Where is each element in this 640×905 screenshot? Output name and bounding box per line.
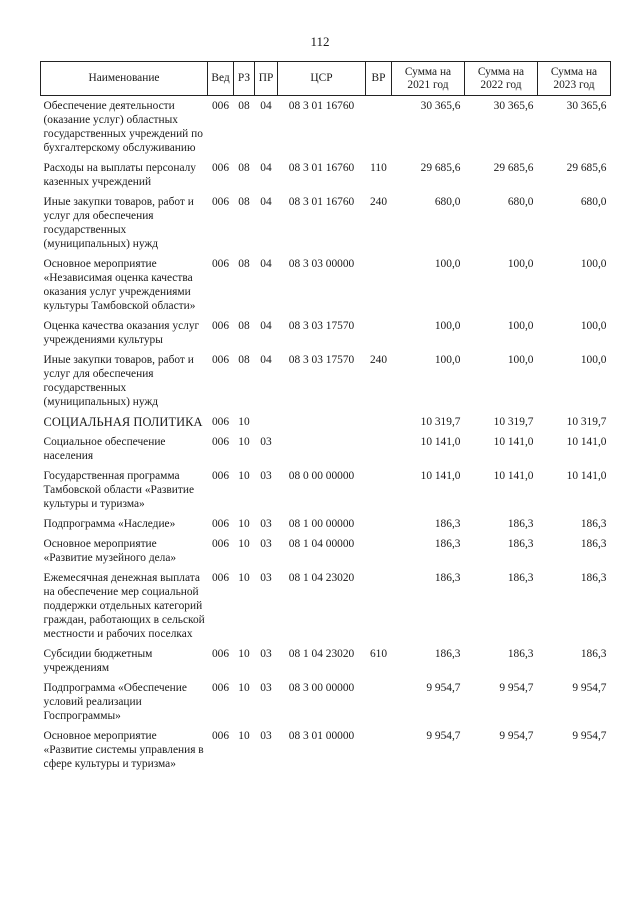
header-sum-2022-line2: 2022 год	[480, 78, 522, 91]
row-sum-2021: 100,0	[434, 320, 461, 332]
header-sum-2021-line2: 2021 год	[407, 78, 449, 91]
row-vr	[366, 254, 392, 316]
row-pr: 03	[260, 730, 272, 742]
header-sum-2021-line1: Сумма на	[404, 65, 452, 78]
budget-table	[40, 61, 611, 774]
row-csr: 08 1 04 23020	[288, 572, 355, 584]
row-csr: 08 1 04 23020	[288, 648, 355, 660]
row-csr: 08 3 01 16760	[288, 100, 355, 112]
row-vr	[366, 568, 392, 644]
row-pr: 03	[260, 518, 272, 530]
row-sum-2023: 100,0	[580, 354, 607, 366]
header-rz: РЗ	[234, 62, 255, 96]
row-sum-2023: 186,3	[580, 648, 607, 660]
row-name: СОЦИАЛЬНАЯ ПОЛИТИКА	[43, 415, 203, 429]
row-ved: 006	[211, 538, 230, 550]
row-name: Расходы на выплаты персоналу казенных учреждений	[43, 162, 196, 188]
row-name: Субсидии бюджетным учреждениям	[43, 648, 153, 674]
row-sum-2022: 30 365,6	[493, 100, 534, 112]
header-sum-2021	[392, 62, 465, 96]
row-rz: 10	[238, 682, 250, 694]
row-ved: 006	[211, 320, 230, 332]
row-pr	[255, 412, 278, 432]
row-csr: 08 3 03 00000	[288, 258, 355, 270]
row-sum-2023: 186,3	[580, 538, 607, 550]
row-ved: 006	[211, 162, 230, 174]
row-pr: 03	[260, 682, 272, 694]
row-ved: 006	[211, 416, 230, 428]
row-pr: 04	[260, 258, 272, 270]
row-ved: 006	[211, 518, 230, 530]
table-row	[41, 412, 611, 432]
table-row	[41, 316, 611, 350]
table-row	[41, 514, 611, 534]
row-sum-2022: 29 685,6	[493, 162, 534, 174]
row-sum-2021: 30 365,6	[420, 100, 461, 112]
row-sum-2022: 186,3	[507, 572, 534, 584]
row-ved: 006	[211, 258, 230, 270]
row-sum-2021: 100,0	[434, 354, 461, 366]
table-row	[41, 192, 611, 254]
row-name: Иные закупки товаров, работ и услуг для обеспечения государственных (муниципальных) нужд	[43, 196, 194, 250]
row-pr: 04	[260, 162, 272, 174]
row-csr: 08 3 01 16760	[288, 196, 355, 208]
row-rz: 10	[238, 518, 250, 530]
row-pr: 03	[260, 436, 272, 448]
row-sum-2022: 10 141,0	[493, 436, 534, 448]
row-vr	[366, 412, 392, 432]
row-sum-2022: 186,3	[507, 518, 534, 530]
row-sum-2022: 186,3	[507, 648, 534, 660]
row-pr: 03	[260, 538, 272, 550]
row-csr: 08 1 00 00000	[288, 518, 355, 530]
row-sum-2022: 680,0	[507, 196, 534, 208]
row-csr: 08 3 03 17570	[288, 320, 355, 332]
row-name: Ежемесячная денежная выплата на обеспечение мер социальной поддержки отдельных категорий граждан, работающих в сельской местности и рабочих поселках	[43, 572, 205, 640]
table-row	[41, 254, 611, 316]
row-sum-2021: 100,0	[434, 258, 461, 270]
header-name: Наименование	[41, 62, 208, 96]
row-rz: 08	[238, 162, 250, 174]
row-sum-2022: 100,0	[507, 320, 534, 332]
row-name: Оценка качества оказания услуг учреждениями культуры	[43, 320, 200, 346]
row-pr: 03	[260, 572, 272, 584]
table-row	[41, 96, 611, 159]
row-sum-2023: 29 685,6	[566, 162, 607, 174]
header-sum-2022	[465, 62, 538, 96]
row-rz: 08	[238, 196, 250, 208]
row-name: Основное мероприятие «Развитие системы управления в сфере культуры и туризма»	[43, 730, 204, 770]
table-row	[41, 534, 611, 568]
row-ved: 006	[211, 470, 230, 482]
row-rz: 10	[238, 538, 250, 550]
row-pr: 03	[260, 648, 272, 660]
row-csr: 08 3 00 00000	[288, 682, 355, 694]
table-row	[41, 726, 611, 774]
row-csr	[278, 432, 366, 466]
row-ved: 006	[211, 572, 230, 584]
row-pr: 04	[260, 320, 272, 332]
row-vr: 610	[369, 648, 388, 660]
row-sum-2021: 10 141,0	[420, 436, 461, 448]
row-ved: 006	[211, 100, 230, 112]
row-sum-2021: 10 319,7	[420, 416, 461, 428]
row-rz: 08	[238, 354, 250, 366]
row-rz: 10	[238, 648, 250, 660]
table-row	[41, 678, 611, 726]
row-csr: 08 3 01 00000	[288, 730, 355, 742]
row-rz: 08	[238, 258, 250, 270]
row-sum-2021: 9 954,7	[426, 682, 461, 694]
header-sum-2022-line1: Сумма на	[477, 65, 525, 78]
header-csr: ЦСР	[278, 62, 366, 96]
row-sum-2021: 10 141,0	[420, 470, 461, 482]
row-sum-2021: 186,3	[434, 572, 461, 584]
row-vr	[366, 678, 392, 726]
row-name: Основное мероприятие «Развитие музейного дела»	[43, 538, 177, 564]
row-sum-2022: 10 141,0	[493, 470, 534, 482]
row-vr	[366, 726, 392, 774]
table-header	[41, 62, 611, 96]
row-sum-2021: 680,0	[434, 196, 461, 208]
row-rz: 10	[238, 572, 250, 584]
row-sum-2022: 9 954,7	[499, 730, 534, 742]
row-rz: 10	[238, 730, 250, 742]
row-csr: 08 3 03 17570	[288, 354, 355, 366]
row-sum-2021: 186,3	[434, 648, 461, 660]
row-sum-2022: 186,3	[507, 538, 534, 550]
row-rz: 10	[238, 436, 250, 448]
row-vr: 240	[369, 354, 388, 366]
row-vr: 240	[369, 196, 388, 208]
row-sum-2022: 10 319,7	[493, 416, 534, 428]
row-name: Иные закупки товаров, работ и услуг для обеспечения государственных (муниципальных) нужд	[43, 354, 194, 408]
row-ved: 006	[211, 730, 230, 742]
row-ved: 006	[211, 354, 230, 366]
table-body	[41, 96, 611, 775]
row-vr	[366, 534, 392, 568]
row-rz: 10	[238, 416, 250, 428]
row-pr: 03	[260, 470, 272, 482]
table-row	[41, 432, 611, 466]
row-vr	[366, 466, 392, 514]
row-sum-2023: 100,0	[580, 320, 607, 332]
row-pr: 04	[260, 196, 272, 208]
row-name: Основное мероприятие «Независимая оценка качества оказания услуг учреждениями культуры Тамбовской области»	[43, 258, 196, 312]
page-number: 112	[310, 34, 330, 49]
row-sum-2022: 100,0	[507, 354, 534, 366]
row-sum-2023: 100,0	[580, 258, 607, 270]
row-sum-2021: 186,3	[434, 518, 461, 530]
row-rz: 08	[238, 320, 250, 332]
row-sum-2023: 30 365,6	[566, 100, 607, 112]
row-sum-2023: 186,3	[580, 518, 607, 530]
row-vr	[366, 514, 392, 534]
header-sum-2023-line1: Сумма на	[550, 65, 598, 78]
row-sum-2021: 9 954,7	[426, 730, 461, 742]
row-ved: 006	[211, 436, 230, 448]
row-csr: 08 0 00 00000	[288, 470, 355, 482]
row-csr: 08 1 04 00000	[288, 538, 355, 550]
row-csr: 08 3 01 16760	[288, 162, 355, 174]
table-row	[41, 568, 611, 644]
row-sum-2023: 10 319,7	[566, 416, 607, 428]
row-sum-2021: 186,3	[434, 538, 461, 550]
row-name: Государственная программа Тамбовской области «Развитие культуры и туризма»	[43, 470, 195, 510]
table-row	[41, 466, 611, 514]
row-sum-2023: 680,0	[580, 196, 607, 208]
row-csr	[278, 412, 366, 432]
row-name: Подпрограмма «Обеспечение условий реализации Госпрограммы»	[43, 682, 187, 722]
header-ved: Вед	[208, 62, 234, 96]
row-sum-2023: 10 141,0	[566, 470, 607, 482]
row-name: Подпрограмма «Наследие»	[43, 518, 176, 530]
row-ved: 006	[211, 648, 230, 660]
row-name: Социальное обеспечение населения	[43, 436, 166, 462]
row-sum-2022: 9 954,7	[499, 682, 534, 694]
row-sum-2021: 29 685,6	[420, 162, 461, 174]
row-vr	[366, 432, 392, 466]
header-sum-2023	[538, 62, 611, 96]
row-ved: 006	[211, 196, 230, 208]
header-vr: ВР	[366, 62, 392, 96]
row-sum-2022: 100,0	[507, 258, 534, 270]
row-pr: 04	[260, 354, 272, 366]
table-row	[41, 350, 611, 412]
row-vr: 110	[370, 162, 387, 174]
row-vr	[366, 316, 392, 350]
table-row	[41, 158, 611, 192]
header-sum-2023-line2: 2023 год	[553, 78, 595, 91]
row-pr: 04	[260, 100, 272, 112]
row-sum-2023: 10 141,0	[566, 436, 607, 448]
header-pr: ПР	[255, 62, 278, 96]
table-row	[41, 644, 611, 678]
row-ved: 006	[211, 682, 230, 694]
row-rz: 08	[238, 100, 250, 112]
row-sum-2023: 9 954,7	[572, 730, 607, 742]
row-vr	[366, 96, 392, 159]
row-sum-2023: 9 954,7	[572, 682, 607, 694]
row-rz: 10	[238, 470, 250, 482]
row-sum-2023: 186,3	[580, 572, 607, 584]
row-name: Обеспечение деятельности (оказание услуг) областных государственных учреждений по бухгалтерскому обслуживанию	[43, 100, 203, 154]
